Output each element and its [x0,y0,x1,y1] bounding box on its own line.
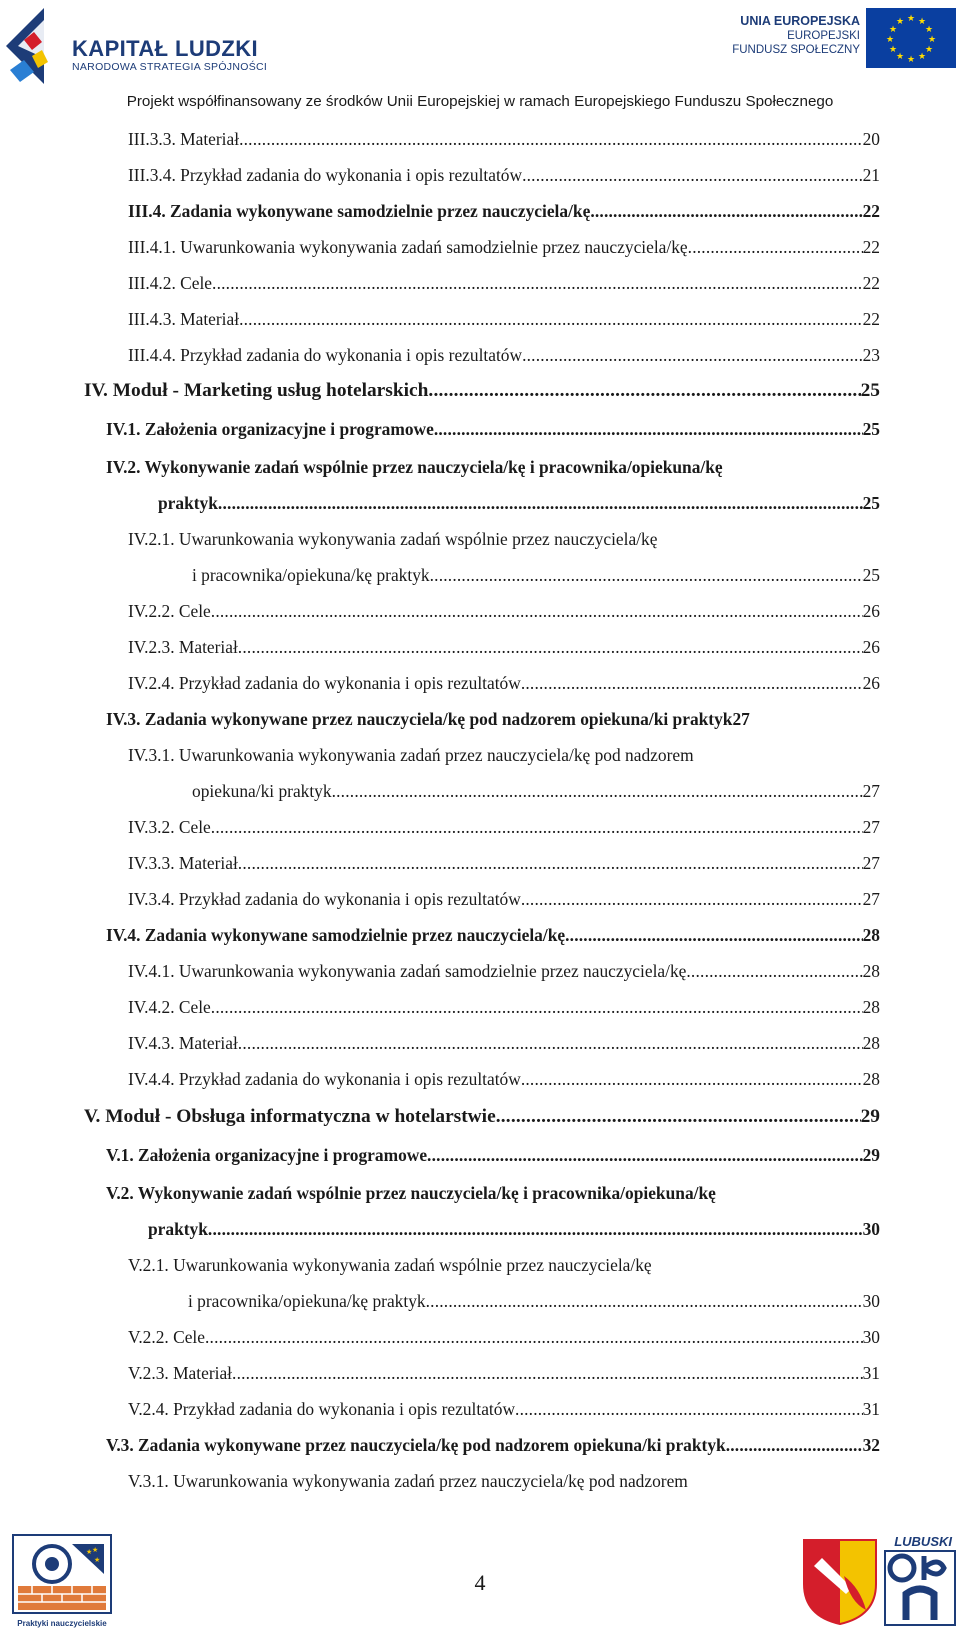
toc-entry-page: 29 [862,1145,880,1165]
toc-leader [211,600,863,622]
toc-leader [218,492,863,514]
toc-entry[interactable] [128,1326,880,1348]
toc-entry-title: IV.2.2. Cele [128,601,211,621]
toc-entry-title: IV.2.3. Materiał [128,637,238,657]
toc-entry-page: 27 [862,853,880,873]
toc-leader [428,380,860,402]
toc-entry-title: IV.3. Zadania wykonywane przez nauczyciela/kę pod nadzorem opiekuna/ki praktyk [106,709,733,729]
lubuski-odn-icon [884,1550,956,1626]
toc-entry-page: 25 [862,565,880,585]
toc-entry-title: IV.4.4. Przykład zadania do wykonania i opis rezultatów [128,1069,521,1089]
toc-entry[interactable] [128,272,880,294]
toc-entry-title: i pracownika/opiekuna/kę praktyk [188,1291,426,1311]
toc-leader [205,1326,863,1348]
toc-leader [427,1144,863,1166]
toc-entry-page: 25 [862,493,880,513]
toc-entry-title: V.2.4. Przykład zadania do wykonania i opis rezultatów [128,1399,516,1419]
toc-entry-title: IV.4. Zadania wykonywane samodzielnie przez nauczyciela/kę [106,925,566,945]
toc-entry[interactable] [84,1106,880,1128]
toc-entry-page: 22 [862,237,880,257]
toc-leader [430,564,863,586]
toc-entry-title: IV.4.3. Materiał [128,1033,238,1053]
toc-entry-line[interactable]: V.2. Wykonywanie zadań wspólnie przez nauczyciela/kę i pracownika/opiekuna/kę [106,1183,716,1203]
toc-leader [686,960,862,982]
toc-entry-page: 27 [862,817,880,837]
toc-entry-page: 22 [862,273,880,293]
toc-entry-title: IV.3.4. Przykład zadania do wykonania i opis rezultatów [128,889,521,909]
toc-entry[interactable] [188,1290,880,1312]
toc-entry[interactable] [106,924,880,946]
toc-entry-page: 26 [862,673,880,693]
toc-entry-title: IV.2.4. Przykład zadania do wykonania i opis rezultatów [128,673,521,693]
kapital-ludzki-emblem-icon [4,6,68,86]
toc-entry[interactable] [148,1218,880,1240]
toc-entry-title: opiekuna/ki praktyk [192,781,332,801]
eu-line-1: UNIA EUROPEJSKA [740,14,860,28]
toc-leader [565,924,863,946]
regional-logos [800,1534,958,1628]
toc-leader [238,636,863,658]
toc-entry-title: IV.4.2. Cele [128,997,211,1017]
toc-entry-page: 30 [862,1327,880,1347]
toc-leader [590,200,862,222]
toc-entry[interactable] [84,380,880,402]
toc-entry-page: 25 [860,380,880,401]
svg-text:★: ★ [927,35,937,45]
eu-flag-icon [866,8,956,68]
toc-leader [238,1032,863,1054]
toc-entry-page: 31 [862,1363,880,1383]
toc-entry-line[interactable]: V.2.1. Uwarunkowania wykonywania zadań wspólnie przez nauczyciela/kę [128,1255,652,1275]
toc-entry[interactable] [128,1032,880,1054]
eu-line-3: FUNDUSZ SPOŁECZNY [732,44,860,56]
eu-logo-text [732,14,860,57]
eu-logo [706,8,956,70]
toc-entry-page: 26 [862,601,880,621]
toc-entry-title: III.4. Zadania wykonywane samodzielnie przez nauczyciela/kę [128,201,591,221]
toc-entry-page: 29 [860,1106,880,1127]
toc-entry-line[interactable]: IV.2. Wykonywanie zadań wspólnie przez nauczyciela/kę i pracownika/opiekuna/kę [106,457,723,477]
toc-entry[interactable] [128,996,880,1018]
svg-text:★: ★ [895,52,905,62]
toc-leader [522,344,863,366]
toc-entry-line[interactable]: V.3.1. Uwarunkowania wykonywania zadań przez nauczyciela/kę pod nadzorem [128,1471,688,1491]
toc-entry-title: IV.1. Założenia organizacyjne i programowe [106,419,434,439]
eu-line-2: EUROPEJSKI [787,30,860,42]
toc-entry[interactable] [128,816,880,838]
toc-entry-page: 30 [862,1291,880,1311]
toc-entry[interactable] [128,960,880,982]
toc-entry[interactable] [128,672,880,694]
toc-entry[interactable] [128,636,880,658]
svg-text:★: ★ [924,45,934,55]
toc-leader [688,236,863,258]
toc-entry[interactable] [128,1068,880,1090]
toc-entry[interactable] [128,888,880,910]
svg-text:★: ★ [86,1548,93,1556]
toc-leader [522,164,863,186]
toc-leader [496,1106,861,1128]
toc-entry[interactable] [128,164,880,186]
cofinancing-banner: Projekt współfinansowany ze środków Unii Europejskiej w ramach Europejskiego Funduszu Społecznego [126,93,834,110]
kapital-ludzki-title: KAPITAŁ LUDZKI [72,36,259,61]
toc-entry-page: 22 [862,201,880,221]
toc-entry-page: 27 [732,709,750,729]
toc-entry[interactable] [128,128,880,150]
toc-entry-page: 28 [862,997,880,1017]
toc-leader [521,888,863,910]
coat-of-arms-icon [800,1536,880,1626]
toc-entry-page: 28 [862,1033,880,1053]
toc-entry[interactable] [128,852,880,874]
toc-entry-page: 22 [862,309,880,329]
toc-entry-title: III.3.3. Materiał [128,129,240,149]
toc-leader [521,672,863,694]
toc-entry-page: 28 [862,1069,880,1089]
toc-entry-page: 28 [862,961,880,981]
toc-entry[interactable] [106,418,880,440]
toc-entry-title: V.2.2. Cele [128,1327,205,1347]
toc-leader [434,418,863,440]
toc-entry[interactable] [128,236,880,258]
toc-entry-title: IV.4.1. Uwarunkowania wykonywania zadań samodzielnie przez nauczyciela/kę [128,961,687,981]
toc-entry[interactable] [106,708,880,730]
svg-text:★: ★ [906,14,916,24]
toc-entry-line[interactable]: IV.2.1. Uwarunkowania wykonywania zadań wspólnie przez nauczyciela/kę [128,529,658,549]
toc-entry-title: praktyk [158,493,218,513]
toc-entry-page: 27 [862,781,880,801]
svg-text:★: ★ [888,45,898,55]
toc-entry-line[interactable]: IV.3.1. Uwarunkowania wykonywania zadań przez nauczyciela/kę pod nadzorem [128,745,694,765]
toc-leader [426,1290,863,1312]
toc-entry-page: 21 [862,165,880,185]
toc-entry-title: V.3. Zadania wykonywane przez nauczyciela/kę pod nadzorem opiekuna/ki praktyk [106,1435,726,1455]
toc-leader [212,272,863,294]
toc-entry-title: IV.3.3. Materiał [128,853,238,873]
page-header [0,0,960,120]
toc-entry[interactable] [192,564,880,586]
toc-entry[interactable] [106,1144,880,1166]
svg-text:★: ★ [885,35,895,45]
svg-text:★: ★ [924,25,934,35]
toc-entry-title: IV.3.2. Cele [128,817,211,837]
toc-leader [332,780,863,802]
toc-entry[interactable] [128,344,880,366]
svg-text:★: ★ [917,52,927,62]
toc-entry[interactable] [128,1362,880,1384]
toc-leader [208,1218,863,1240]
toc-leader [726,1434,863,1456]
kapital-ludzki-logo [4,6,268,86]
toc-leader [521,1068,863,1090]
toc-entry-title: III.4.2. Cele [128,273,213,293]
toc-leader [211,816,863,838]
toc-entry-title: praktyk [148,1219,208,1239]
toc-entry-title: i pracownika/opiekuna/kę praktyk [192,565,430,585]
svg-text:★: ★ [94,1556,101,1564]
toc-entry-page: 28 [862,925,880,945]
toc-entry-page: 23 [862,345,880,365]
toc-entry-title: V.2.3. Materiał [128,1363,233,1383]
toc-entry[interactable] [192,780,880,802]
toc-leader [515,1398,863,1420]
toc-entry[interactable] [106,1434,880,1456]
kapital-ludzki-subtitle: NARODOWA STRATEGIA SPÓJNOŚCI [72,61,268,73]
toc-entry[interactable] [128,600,880,622]
toc-entry-page: 20 [862,129,880,149]
toc-entry-page: 25 [862,419,880,439]
toc-entry[interactable] [128,308,880,330]
toc-entry-page: 32 [862,1435,880,1455]
lubuski-label: LUBUSKI [894,1534,952,1549]
toc-leader [211,996,863,1018]
svg-text:★: ★ [906,55,916,65]
toc-entry-title: III.4.1. Uwarunkowania wykonywania zadań samodzielnie przez nauczyciela/kę [128,237,688,257]
svg-text:★: ★ [92,1546,99,1554]
toc-entry-title: IV. Moduł - Marketing usług hotelarskich [84,380,429,401]
toc-entry-title: V.1. Założenia organizacyjne i programowe [106,1145,428,1165]
toc-entry-title: V. Moduł - Obsługa informatyczna w hotelarstwie [84,1106,496,1127]
praktyki-logo-caption: Praktyki nauczycielskie [17,1619,107,1628]
toc-entry-page: 30 [862,1219,880,1239]
toc-entry-page: 26 [862,637,880,657]
toc-entry-title: III.4.3. Materiał [128,309,240,329]
toc-entry[interactable] [158,492,880,514]
toc-entry[interactable] [128,200,880,222]
svg-text:★: ★ [888,25,898,35]
toc-entry-page: 31 [862,1399,880,1419]
toc-entry-title: III.3.4. Przykład zadania do wykonania i opis rezultatów [128,165,523,185]
svg-text:★: ★ [917,17,927,27]
toc-leader [232,1362,863,1384]
toc-leader [239,128,863,150]
svg-text:★: ★ [895,17,905,27]
toc-entry-title: III.4.4. Przykład zadania do wykonania i opis rezultatów [128,345,523,365]
toc-leader [239,308,863,330]
toc-entry-page: 27 [862,889,880,909]
toc-entry[interactable] [128,1398,880,1420]
page-number: 4 [474,1570,486,1595]
toc-leader [238,852,863,874]
